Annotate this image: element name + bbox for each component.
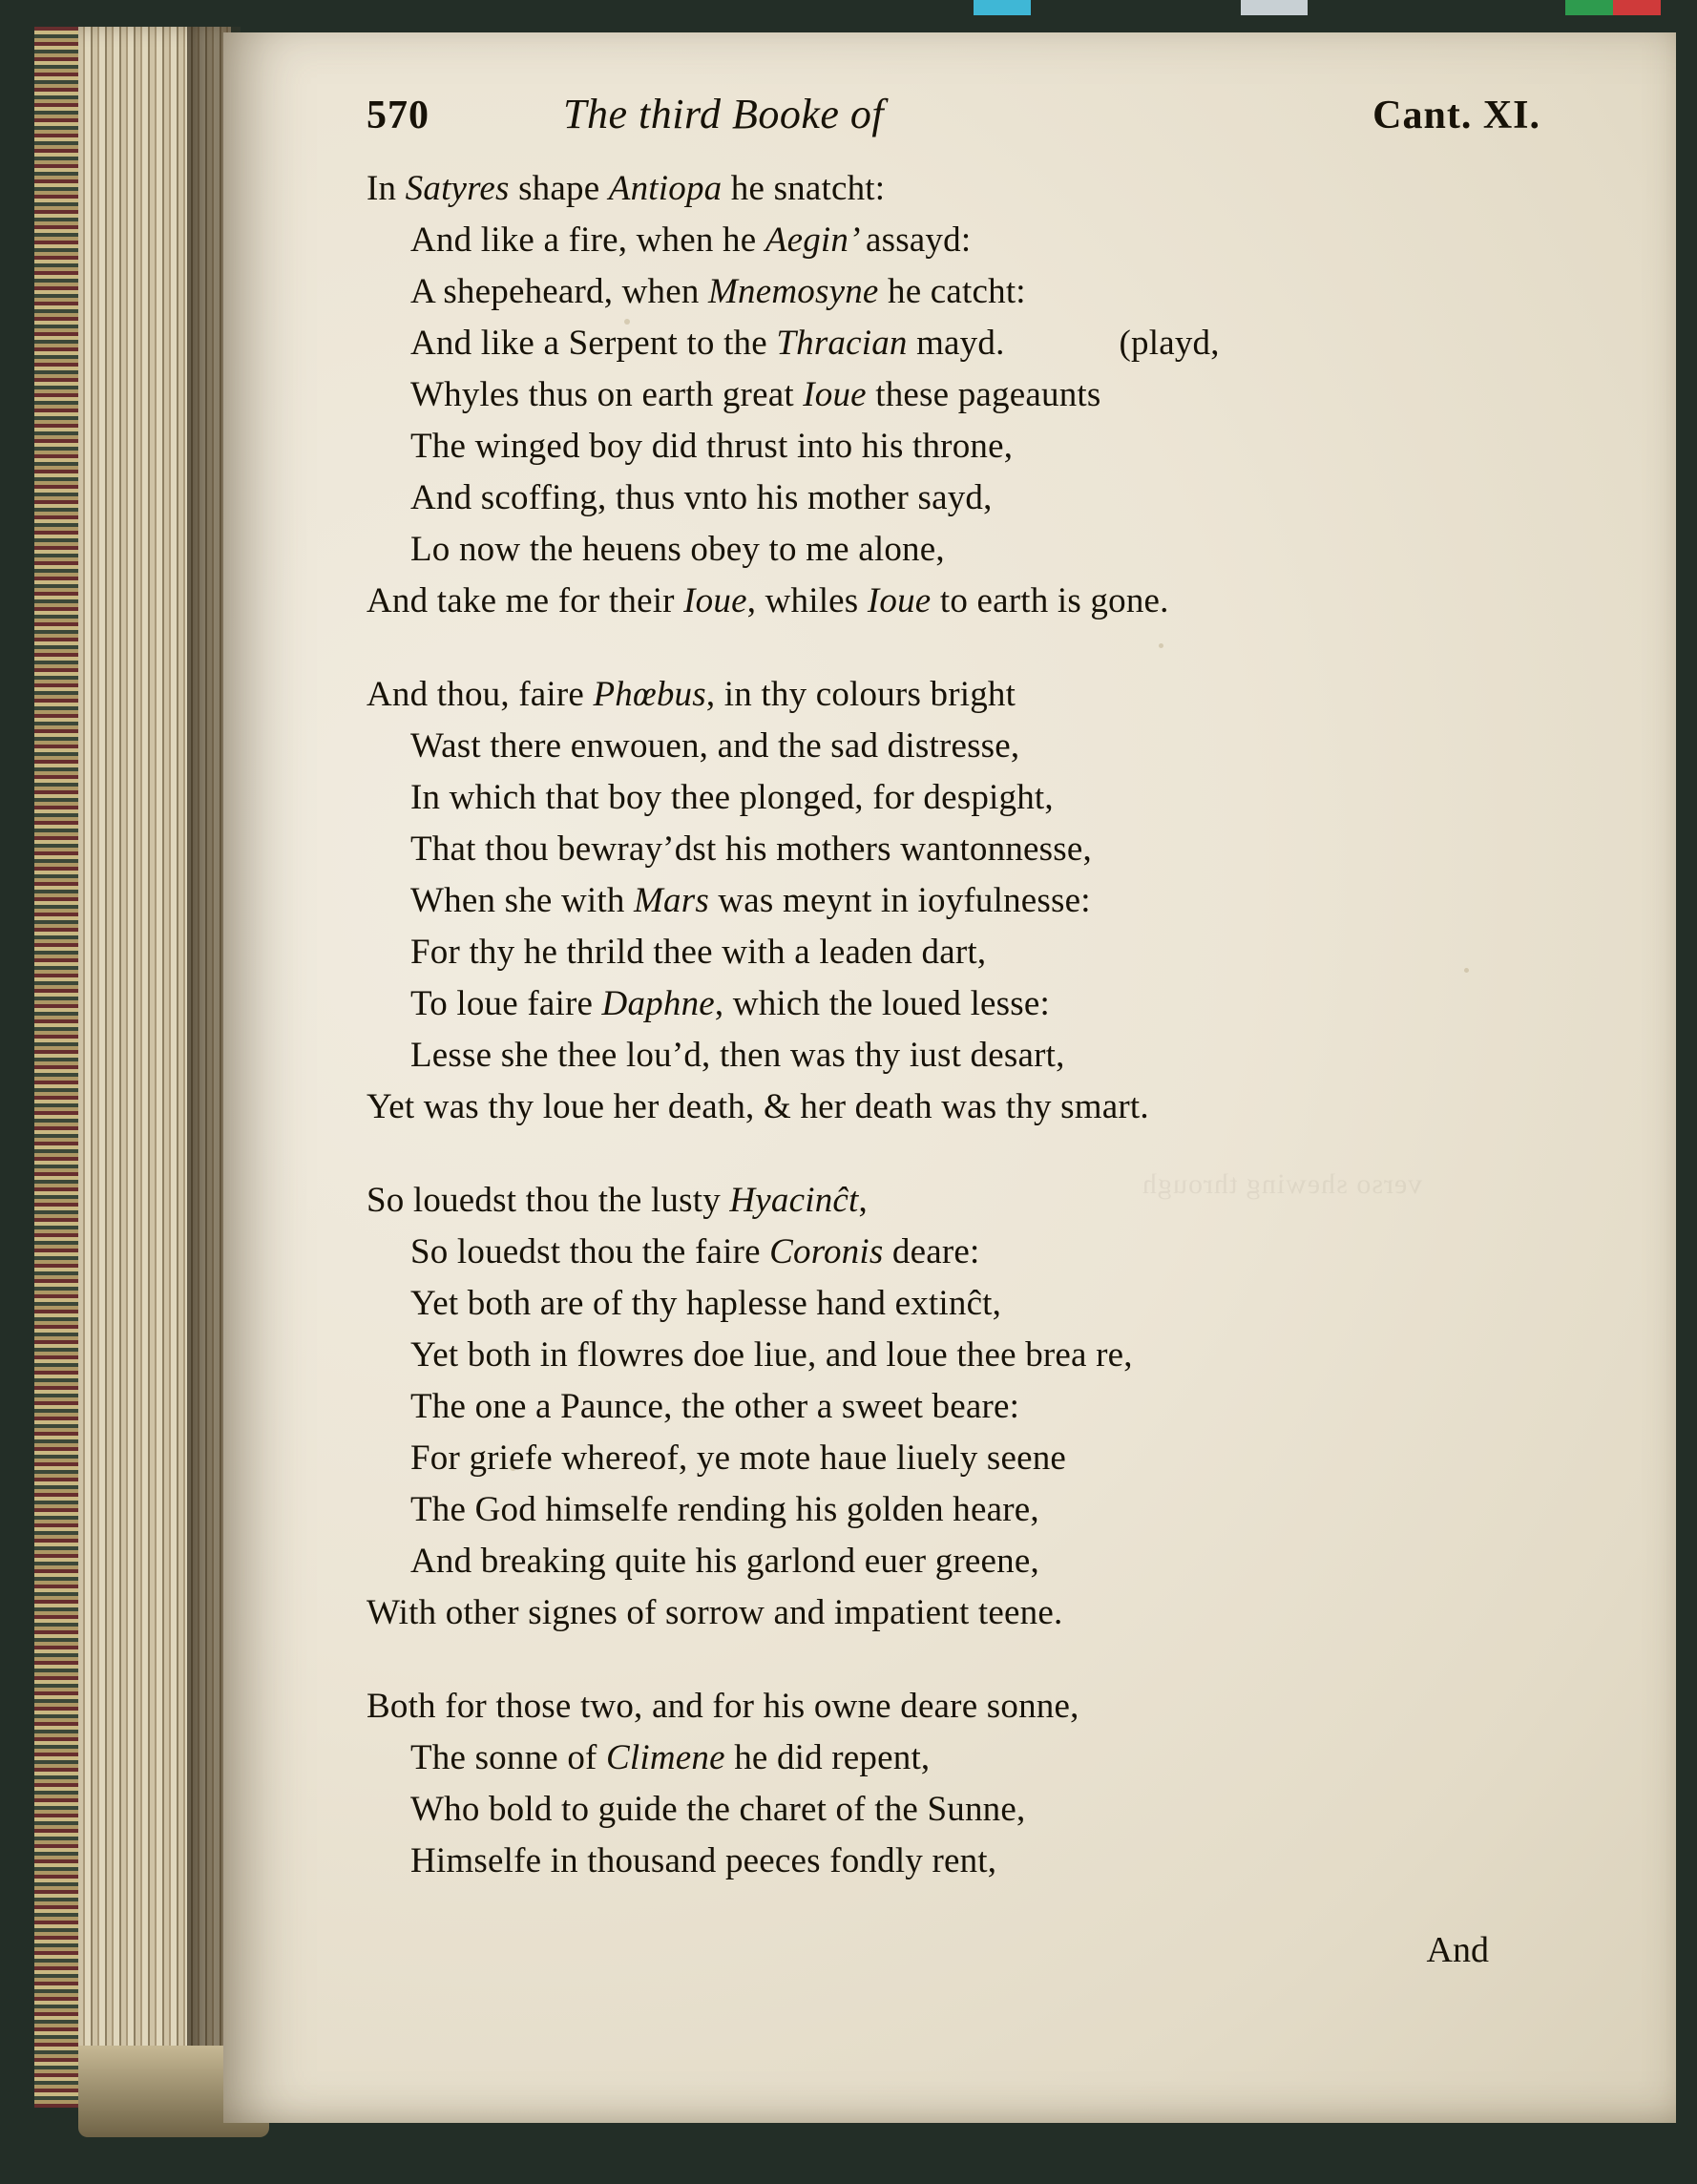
verse-line: [367, 576, 1540, 627]
verse-text: these pageaunts: [875, 375, 1101, 414]
page-number: 570: [367, 94, 429, 137]
verse-text: Both for those two, and for his owne deare sonne,: [367, 1687, 1079, 1726]
verse-text: , in thy colours bright: [705, 675, 1016, 714]
verse-text: To loue faire: [410, 984, 602, 1023]
verse-line: [367, 1587, 1540, 1639]
verse-line: [410, 1278, 1540, 1330]
verse-text: to earth is gone.: [939, 581, 1169, 620]
verse-line: [367, 1681, 1540, 1732]
verse-text: , whiles: [746, 581, 868, 620]
verse-text: With other signes of sorrow and impatient teene.: [367, 1593, 1063, 1632]
stanza: [367, 1681, 1540, 1887]
verse-text: So louedst thou the lusty: [367, 1181, 730, 1220]
verse-text: When she with: [410, 881, 634, 920]
italic-proper-noun: Daphne: [601, 984, 715, 1023]
verse-text: And breaking quite his garlond euer greene,: [410, 1542, 1039, 1581]
verse-text: Yet was thy loue her death, & her death was thy smart.: [367, 1087, 1149, 1126]
italic-proper-noun: Mars: [634, 881, 719, 920]
verse-line: [410, 421, 1540, 472]
verse-text: In which that boy thee plonged, for despight,: [410, 778, 1054, 817]
recto-leaf: [223, 32, 1676, 2123]
italic-proper-noun: Satyres: [405, 169, 519, 208]
verse-line: [410, 772, 1540, 824]
verse-line: [410, 266, 1540, 318]
color-calibration-strip-cyan: [974, 0, 1031, 15]
verse-line: [410, 1484, 1540, 1536]
italic-proper-noun: Mnemosyne: [708, 272, 888, 311]
catchword: And: [1426, 1930, 1489, 1970]
verse-text: And thou, faire: [367, 675, 594, 714]
verse-line: [410, 369, 1540, 421]
verse-text: (playd,: [1119, 324, 1220, 363]
poem-body: [367, 163, 1540, 1887]
verse-line: [410, 215, 1540, 266]
color-calibration-strip-green: [1565, 0, 1613, 15]
verse-text: The sonne of: [410, 1738, 607, 1777]
verse-text: For thy he thrild thee with a leaden dart,: [410, 933, 987, 972]
verse-text: deare:: [891, 1232, 980, 1271]
verse-text: Yet both are of thy haplesse hand extinĉt,: [410, 1284, 1002, 1323]
verse-text: The God himselfe rending his golden heare,: [410, 1490, 1039, 1529]
verse-line: [410, 1784, 1540, 1836]
verse-line: [410, 1227, 1540, 1278]
verse-text: he catcht:: [888, 272, 1026, 311]
verse-text: That thou bewray’dst his mothers wantonnesse,: [410, 830, 1092, 869]
verse-line: [410, 1433, 1540, 1484]
italic-proper-noun: Hyacinĉt: [729, 1181, 859, 1220]
verse-text: A shepeheard, when: [410, 272, 709, 311]
verse-text: Whyles thus on earth great: [410, 375, 804, 414]
verse-text: The winged boy did thrust into his throne,: [410, 427, 1014, 466]
stanza: [367, 163, 1540, 627]
text-column: [367, 90, 1540, 1971]
verse-text: Yet both in flowres doe liue, and loue thee brea re,: [410, 1335, 1133, 1375]
italic-proper-noun: Aegin’: [765, 220, 866, 260]
running-title: The third Booke of: [563, 91, 885, 137]
verse-text: And like a Serpent to the: [410, 324, 777, 363]
verse-line: [410, 1330, 1540, 1381]
verse-line: [410, 721, 1540, 772]
verse-line: [410, 875, 1540, 927]
verse-line: [410, 978, 1540, 1030]
verse-line: [410, 1536, 1540, 1587]
verse-text: So louedst thou the faire: [410, 1232, 770, 1271]
running-head: [367, 90, 1540, 138]
italic-proper-noun: Phœbus: [593, 675, 706, 714]
verse-line: [367, 163, 1540, 215]
stanza: [367, 669, 1540, 1133]
italic-proper-noun: Ioue: [683, 581, 747, 620]
verse-text: shape: [518, 169, 609, 208]
italic-proper-noun: Ioue: [803, 375, 876, 414]
verse-line: [367, 1082, 1540, 1133]
verse-text: ,: [858, 1181, 868, 1220]
italic-proper-noun: Climene: [606, 1738, 735, 1777]
verse-text: Wast there enwouen, and the sad distresse,: [410, 726, 1020, 766]
verse-text: assayd:: [865, 220, 972, 260]
verse-line: [410, 318, 1540, 369]
verse-line: [367, 669, 1540, 721]
italic-proper-noun: Coronis: [769, 1232, 892, 1271]
verse-text: he snatcht:: [730, 169, 886, 208]
verse-line: [410, 1030, 1540, 1082]
verse-text: For griefe whereof, ye mote haue liuely seene: [410, 1438, 1067, 1478]
verse-line: [410, 1381, 1540, 1433]
italic-proper-noun: Thracian: [776, 324, 917, 363]
verse-line: [410, 824, 1540, 875]
verse-text: Himselfe in thousand peeces fondly rent,: [410, 1841, 997, 1880]
verse-text: , which the loued lesse:: [714, 984, 1050, 1023]
open-book: [34, 27, 1676, 2141]
color-calibration-strip-grey: [1241, 0, 1308, 15]
verse-text: And like a fire, when he: [410, 220, 765, 260]
verse-text: mayd.: [916, 324, 1005, 363]
italic-proper-noun: Ioue: [867, 581, 940, 620]
verse-line: [367, 1175, 1540, 1227]
verse-text: Who bold to guide the charet of the Sunne,: [410, 1790, 1026, 1829]
verse-text: was meynt in ioyfulnesse:: [718, 881, 1091, 920]
verse-text: The one a Paunce, the other a sweet beare:: [410, 1387, 1020, 1426]
verse-text: And take me for their: [367, 581, 684, 620]
verse-line: [410, 524, 1540, 576]
canto-label: Cant. XI.: [1372, 94, 1540, 137]
verse-text: he did repent,: [734, 1738, 931, 1777]
verso-showthrough: verso shewing through: [1142, 1168, 1423, 1200]
verse-text: Lo now the heuens obey to me alone,: [410, 530, 945, 569]
verse-text: And scoffing, thus vnto his mother sayd,: [410, 478, 993, 517]
italic-proper-noun: Antiopa: [608, 169, 731, 208]
verse-line: [410, 1732, 1540, 1784]
verse-text: In: [367, 169, 406, 208]
decorated-board-edge: [34, 27, 80, 2108]
color-calibration-strip-red: [1613, 0, 1661, 15]
verse-line: [410, 472, 1540, 524]
verse-line: [410, 927, 1540, 978]
stanza: [367, 1175, 1540, 1639]
verse-text: Lesse she thee lou’d, then was thy iust desart,: [410, 1036, 1065, 1075]
verse-line: [410, 1836, 1540, 1887]
